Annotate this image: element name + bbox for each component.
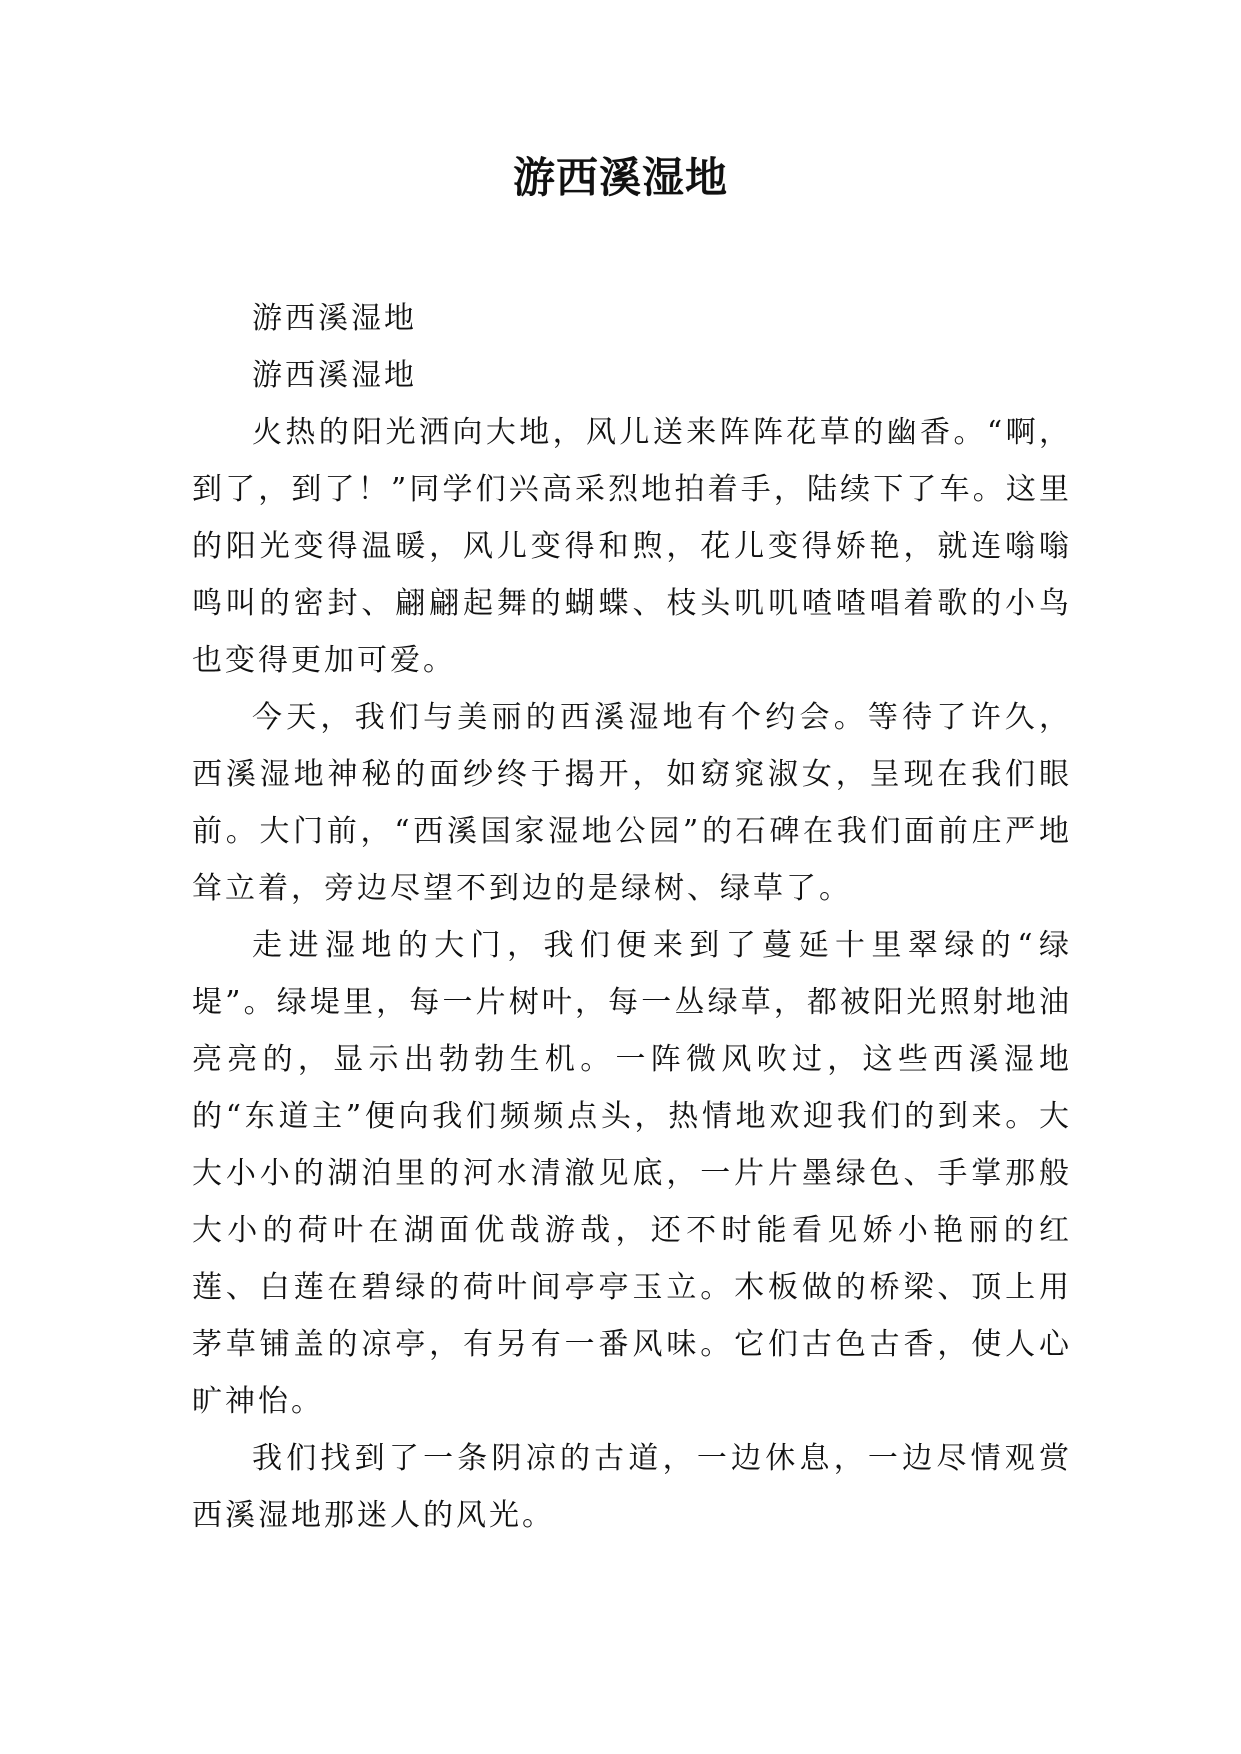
document-body	[192, 290, 1072, 1544]
body-paragraph: 走进湿地的大门，我们便来到了蔓延十里翠绿的“绿堤”。绿堤里，每一片树叶，每一丛绿草，都被阳光照射地油亮亮的，显示出勃勃生机。一阵微风吹过，这些西溪湿地的“东道主”便向我们频频点头，热情地欢迎我们的到来。大大小小的湖泊里的河水清澈见底，一片片墨绿色、手掌那般大小的荷叶在湖面优哉游哉，还不时能看见娇小艳丽的红莲、白莲在碧绿的荷叶间亭亭玉立。木板做的桥梁、顶上用茅草铺盖的凉亭，有另有一番风味。它们古色古香，使人心旷神怡。	[192, 928, 1072, 1419]
body-paragraph: 游西溪湿地	[252, 301, 417, 336]
document-title: 游西溪湿地	[512, 153, 728, 202]
body-paragraph: 火热的阳光洒向大地，风儿送来阵阵花草的幽香。“啊，到了，到了！”同学们兴高采烈地拍着手，陆续下了车。这里的阳光变得温暖，风儿变得和煦，花儿变得娇艳，就连嗡嗡鸣叫的密封、翩翩起舞的蝴蝶、枝头叽叽喳喳唱着歌的小鸟也变得更加可爱。	[192, 415, 1072, 678]
body-paragraph: 游西溪湿地	[252, 358, 417, 393]
body-paragraph: 我们找到了一条阴凉的古道，一边休息，一边尽情观赏西溪湿地那迷人的风光。	[192, 1441, 1072, 1533]
body-paragraph: 今天，我们与美丽的西溪湿地有个约会。等待了许久，西溪湿地神秘的面纱终于揭开，如窈窕淑女，呈现在我们眼前。大门前，“西溪国家湿地公园”的石碑在我们面前庄严地耸立着，旁边尽望不到边的是绿树、绿草了。	[192, 700, 1072, 906]
